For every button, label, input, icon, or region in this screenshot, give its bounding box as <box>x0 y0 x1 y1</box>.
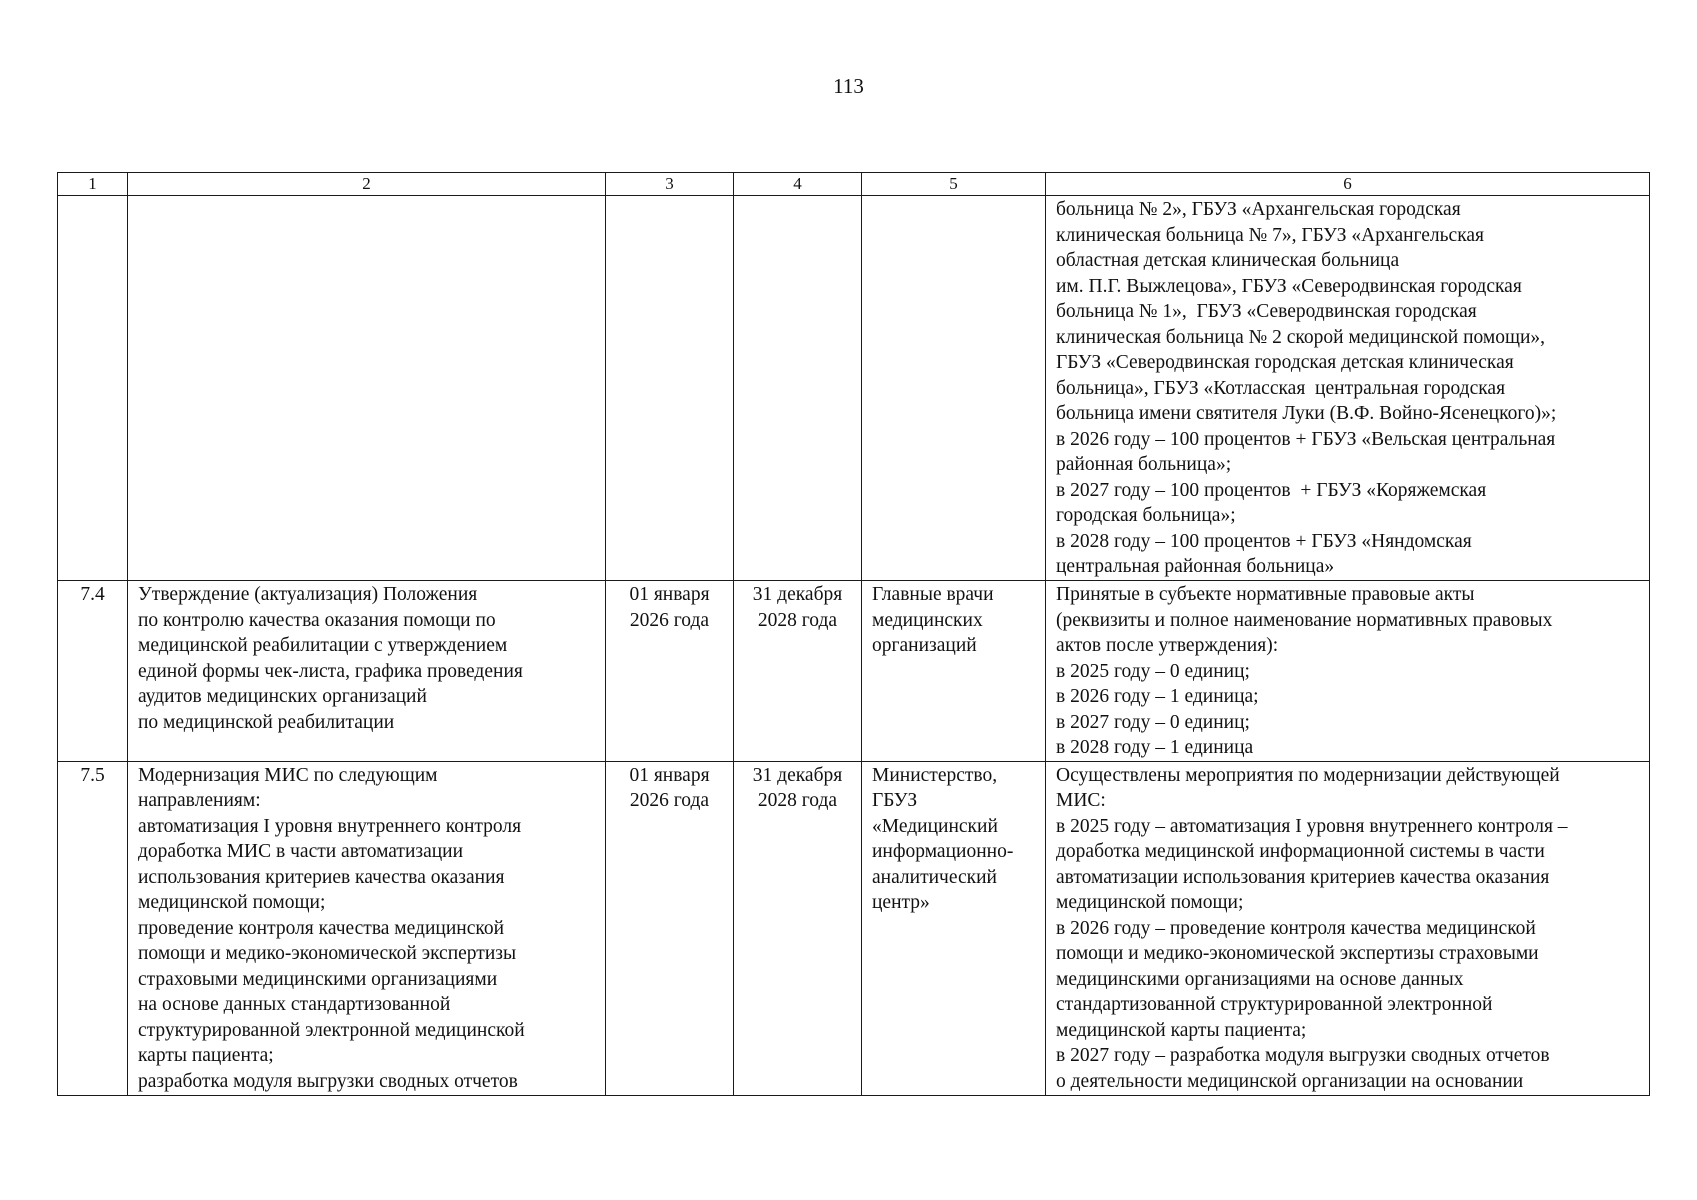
table-row-7-4 <box>58 581 1650 762</box>
text-line: медицинской реабилитации с утверждением <box>138 635 508 656</box>
cell-end-date <box>734 761 862 1095</box>
text-line: проведение контроля качества медицинской <box>138 917 505 939</box>
text-line: 31 декабря <box>752 584 843 605</box>
text-line: медицинской помощи; <box>1056 892 1244 913</box>
text-line: актов после утверждения): <box>1056 635 1279 656</box>
text-line: им. П.Г. Выжлецова», ГБУЗ «Северодвинская городская <box>1056 275 1522 297</box>
cell-activity <box>128 196 606 581</box>
plan-table <box>57 172 1650 1096</box>
text-line: направлениям: <box>138 790 261 811</box>
text-line: городская больница»; <box>1056 505 1236 526</box>
text-line: центральная районная больница» <box>1056 556 1335 577</box>
text-line: ГБУЗ <box>872 790 918 811</box>
cell-activity <box>128 761 606 1095</box>
activity-lines <box>138 581 595 735</box>
text-line: 2026 года <box>629 609 710 631</box>
text-line: в 2027 году – 100 процентов + ГБУЗ «Коряжемская <box>1056 479 1487 501</box>
text-line: помощи и медико-экономической экспертизы <box>138 943 517 964</box>
text-line: Министерство, <box>872 764 998 786</box>
header-col-1: 1 <box>58 173 128 196</box>
text-line: Модернизация МИС по следующим <box>138 764 438 786</box>
text-line: центр» <box>872 892 930 913</box>
text-line: в 2025 году – 0 единиц; <box>1056 660 1250 682</box>
start-date-lines <box>616 581 723 633</box>
cell-end-date <box>734 581 862 762</box>
table-row-continuation <box>58 196 1650 581</box>
text-line: использования критериев качества оказания <box>138 866 505 888</box>
text-line: 31 декабря <box>752 764 843 786</box>
text-line: 2028 года <box>757 790 838 811</box>
text-line: разработка модуля выгрузки сводных отчетов <box>138 1070 518 1092</box>
cell-responsible <box>862 761 1046 1095</box>
text-line: в 2025 году – автоматизация I уровня внутреннего контроля – <box>1056 815 1568 837</box>
header-col-3: 3 <box>606 173 734 196</box>
text-line: в 2026 году – 100 процентов + ГБУЗ «Вельская центральная <box>1056 428 1556 450</box>
text-line: аудитов медицинских организаций <box>138 686 427 707</box>
text-line: медицинской карты пациента; <box>1056 1019 1307 1041</box>
text-line: Принятые в субъекте нормативные правовые акты <box>1056 584 1475 605</box>
text-line: помощи и медико-экономической экспертизы страховыми <box>1056 943 1539 964</box>
header-col-2: 2 <box>128 173 606 196</box>
text-line: в 2027 году – 0 единиц; <box>1056 711 1250 733</box>
cell-result <box>1046 761 1650 1095</box>
text-line: на основе данных стандартизованной <box>138 994 451 1015</box>
text-line: страховыми медицинскими организациями <box>138 968 498 990</box>
cell-start-date <box>606 196 734 581</box>
cell-start-date <box>606 761 734 1095</box>
table-header-row <box>58 173 1650 196</box>
cell-number <box>58 581 128 762</box>
text-line: по медицинской реабилитации <box>138 711 395 733</box>
text-line: в 2028 году – 1 единица <box>1056 737 1254 758</box>
cell-result <box>1046 581 1650 762</box>
text-line: больница», ГБУЗ «Котласская центральная городская <box>1056 377 1506 399</box>
text-line: районная больница»; <box>1056 454 1232 475</box>
end-date-lines <box>744 581 851 633</box>
text-line: доработка медицинской информационной системы в части <box>1056 841 1545 862</box>
header-col-4: 4 <box>734 173 862 196</box>
cell-activity <box>128 581 606 762</box>
text-line: в 2026 году – 1 единица; <box>1056 686 1259 707</box>
activity-lines <box>138 762 595 1095</box>
row-number: 7.5 <box>80 764 105 786</box>
table-row-7-5 <box>58 761 1650 1095</box>
header-col-5: 5 <box>862 173 1046 196</box>
cell-responsible <box>862 581 1046 762</box>
text-line: карты пациента; <box>138 1045 274 1066</box>
text-line: 01 января <box>629 764 710 786</box>
header-col-6: 6 <box>1046 173 1650 196</box>
text-line: ГБУЗ «Северодвинская городская детская клиническая <box>1056 352 1514 373</box>
responsible-lines <box>872 762 1035 916</box>
text-line: больница № 1», ГБУЗ «Северодвинская городская <box>1056 301 1477 322</box>
end-date-lines <box>744 762 851 814</box>
text-line: в 2026 году – проведение контроля качества медицинской <box>1056 917 1536 939</box>
text-line: «Медицинский <box>872 815 998 837</box>
cell-number <box>58 761 128 1095</box>
text-line: Утверждение (актуализация) Положения <box>138 584 478 605</box>
cell-responsible <box>862 196 1046 581</box>
text-line: по контролю качества оказания помощи по <box>138 609 496 631</box>
text-line: аналитический <box>872 866 997 888</box>
result-lines <box>1056 581 1639 761</box>
text-line: больница № 2», ГБУЗ «Архангельская городская <box>1056 199 1461 220</box>
text-line: стандартизованной структурированной электронной <box>1056 994 1493 1015</box>
text-line: автоматизация I уровня внутреннего контроля <box>138 815 522 837</box>
text-line: доработка МИС в части автоматизации <box>138 841 464 862</box>
text-line: единой формы чек-листа, графика проведения <box>138 660 523 682</box>
text-line: в 2027 году – разработка модуля выгрузки сводных отчетов <box>1056 1045 1550 1066</box>
cell-start-date <box>606 581 734 762</box>
text-line: 2028 года <box>757 609 838 631</box>
result-lines <box>1056 196 1639 580</box>
text-line: информационно- <box>872 841 1014 862</box>
text-line: о деятельности медицинской организации на основании <box>1056 1070 1524 1092</box>
row-number: 7.4 <box>80 584 105 605</box>
text-line: в 2028 году – 100 процентов + ГБУЗ «Няндомская <box>1056 530 1472 552</box>
result-lines <box>1056 762 1639 1095</box>
cell-result <box>1046 196 1650 581</box>
text-line: 2026 года <box>629 790 710 811</box>
cell-number <box>58 196 128 581</box>
text-line: (реквизиты и полное наименование нормативных правовых <box>1056 609 1553 631</box>
start-date-lines <box>616 762 723 814</box>
text-line: Главные врачи <box>872 584 994 605</box>
text-line: медицинской помощи; <box>138 892 326 913</box>
text-line: Осуществлены мероприятия по модернизации действующей <box>1056 764 1560 786</box>
text-line: организаций <box>872 635 977 656</box>
page-number: 113 <box>833 74 864 98</box>
responsible-lines <box>872 581 1035 659</box>
cell-end-date <box>734 196 862 581</box>
text-line: медицинских <box>872 609 983 631</box>
text-line: 01 января <box>629 584 710 605</box>
text-line: МИС: <box>1056 790 1106 811</box>
text-line: автоматизации использования критериев качества оказания <box>1056 866 1550 888</box>
text-line: клиническая больница № 2 скорой медицинской помощи», <box>1056 326 1546 348</box>
text-line: областная детская клиническая больница <box>1056 250 1400 271</box>
text-line: больница имени святителя Луки (В.Ф. Войно-Ясенецкого)»; <box>1056 403 1557 424</box>
text-line: клиническая больница № 7», ГБУЗ «Архангельская <box>1056 224 1485 246</box>
text-line: структурированной электронной медицинской <box>138 1019 525 1041</box>
text-line: медицинскими организациями на основе данных <box>1056 968 1464 990</box>
